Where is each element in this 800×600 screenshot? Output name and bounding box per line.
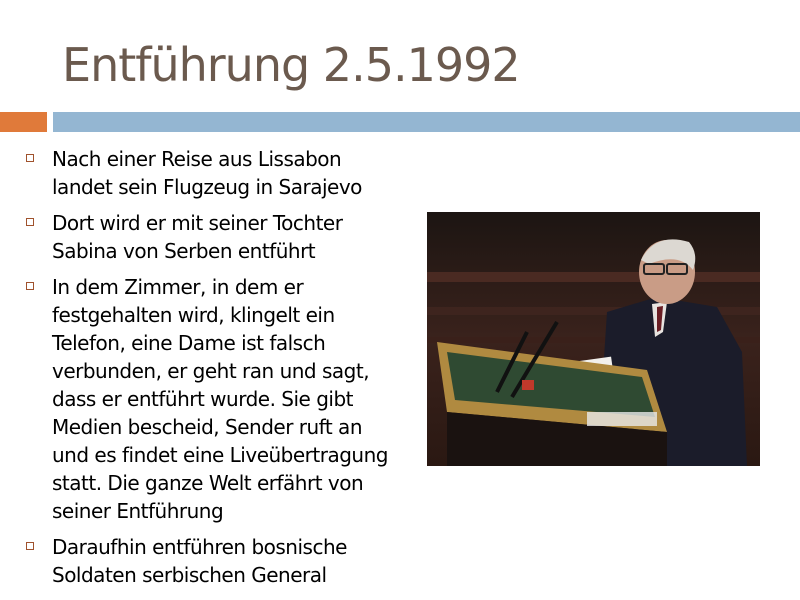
bullet-item <box>24 273 404 525</box>
square-bullet-icon <box>26 154 34 162</box>
slide-title: Entführung 2.5.1992 <box>62 38 520 92</box>
square-bullet-icon <box>26 542 34 550</box>
bullet-item <box>24 533 404 589</box>
bullet-text: Dort wird er mit seiner Tochter Sabina von Serben entführt <box>52 211 343 263</box>
bullet-text: Nach einer Reise aus Lissabon landet sein Flugzeug in Sarajevo <box>52 147 362 199</box>
bullet-text: Daraufhin entführen bosnische Soldaten serbischen General <box>52 535 347 587</box>
header-bar <box>53 112 800 132</box>
bullet-text: In dem Zimmer, in dem er festgehalten wird, klingelt ein Telefon, eine Dame ist falsch verbunden, er geht ran und sagt, dass er entführt wurde. Sie gibt Medien bescheid, Sender ruft an und es findet eine Liveübertragung statt. Die ganze Welt erfährt von seiner Entführung <box>52 275 388 523</box>
bullet-item <box>24 145 404 201</box>
square-bullet-icon <box>26 282 34 290</box>
square-bullet-icon <box>26 218 34 226</box>
speaker-photo <box>427 212 760 466</box>
bullet-list <box>24 145 404 597</box>
bullet-item <box>24 209 404 265</box>
header-accent-bar <box>0 112 47 132</box>
